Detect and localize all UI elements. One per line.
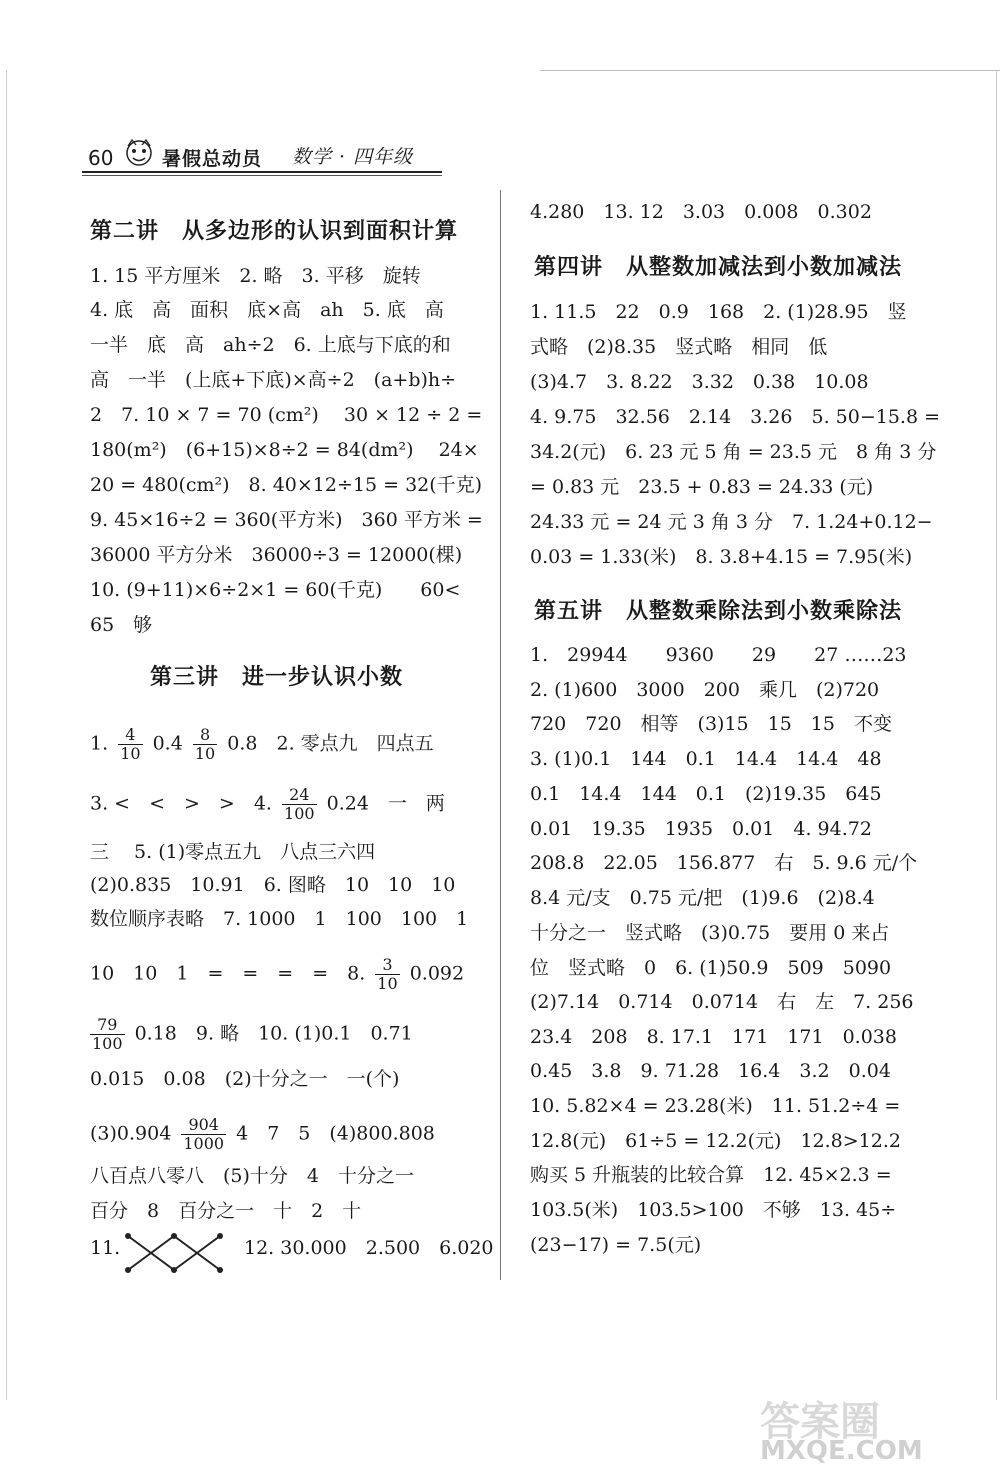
subject-label: 数学 · 四年级: [292, 146, 414, 168]
page-number: 60: [88, 146, 114, 170]
fraction: $\frac{8}{10}$: [194, 725, 216, 763]
answer-line: $\frac{79}{100}$ 0.18 9. 略 10. (1)0.1 0.71: [92, 1015, 413, 1053]
fraction: $\frac{3}{10}$: [377, 955, 398, 993]
matching-lines-diagram: [122, 1230, 228, 1276]
answer-line: 0.015 0.08 (2)十分之一 一(个): [90, 1068, 400, 1090]
answer-line: 百分 8 百分之一 十 2 十: [90, 1200, 362, 1222]
answer-line: 65 够: [90, 614, 153, 636]
column-divider: [500, 190, 501, 1280]
page-edge-left: [6, 70, 7, 1400]
answer-line: 1. 11.5 22 0.9 168 2. (1)28.95 竖: [530, 301, 907, 323]
answer-line: 2. (1)600 3000 200 乘几 (2)720: [530, 679, 880, 701]
answer-line: 1. 29944 9360 29 27 ……23: [530, 644, 907, 666]
answer-line: 0.1 14.4 144 0.1 (2)19.35 645: [530, 783, 882, 805]
book-title: 暑假总动员: [162, 148, 263, 170]
answer-line: 720 720 相等 (3)15 15 15 不变: [530, 713, 892, 735]
section-heading-4: 第四讲 从整数加减法到小数加减法: [534, 255, 903, 280]
answer-line: (23−17) = 7.5(元): [530, 1234, 702, 1256]
answer-line: 位 竖式略 0 6. (1)50.9 509 5090: [530, 957, 892, 979]
answer-line: 180(m²) (6+15)×8÷2 = 84(dm²) 24×: [90, 439, 479, 461]
answer-line: 8.4 元/支 0.75 元/把 (1)9.6 (2)8.4: [530, 887, 875, 909]
answer-line: 3. (1)0.1 144 0.1 14.4 14.4 48: [530, 748, 882, 770]
answer-line: (2)0.835 10.91 6. 图略 10 10 10: [90, 874, 456, 896]
header-rule-thin: [82, 175, 442, 176]
answer-line: (3)4.7 3. 8.22 3.32 0.38 10.08: [530, 371, 869, 393]
section-heading-3: 第三讲 进一步认识小数: [150, 665, 404, 690]
answer-line: (3)0.904 $\frac{904}{1000}$ 4 7 5 (4)800.808: [90, 1115, 435, 1153]
fraction: $\frac{24}{100}$: [284, 785, 315, 823]
watermark-url: MXQE.COM: [760, 1436, 923, 1466]
answer-line: 12. 30.000 2.500 6.020: [244, 1237, 494, 1259]
answer-line: (2)7.14 0.714 0.0714 右 左 7. 256: [530, 991, 914, 1013]
watermark-logo: 答案圈: [760, 1399, 880, 1445]
answer-line: 十分之一 竖式略 (3)0.75 要用 0 来占: [530, 922, 890, 944]
answer-line: 24.33 元 = 24 元 3 角 3 分 7. 1.24+0.12−: [530, 511, 933, 533]
answer-line: 1. $\frac{4}{10}$ 0.4 $\frac{8}{10}$ 0.8 2. 零点九 四点五: [90, 725, 434, 763]
answer-line: 0.01 19.35 1935 0.01 4. 94.72: [530, 818, 872, 840]
answer-line: 0.03 = 1.33(米) 8. 3.8+4.15 = 7.95(米): [530, 546, 913, 568]
answer-line: 2 7. 10 × 7 = 70 (cm²) 30 × 12 ÷ 2 =: [90, 404, 483, 426]
page-header: [82, 138, 442, 172]
answer-line: 34.2(元) 6. 23 元 5 角 = 23.5 元 8 角 3 分: [530, 441, 937, 463]
answer-line: 三 5. (1)零点五九 八点三六四: [90, 841, 376, 863]
answer-line: = 0.83 元 23.5 + 0.83 = 24.33 (元): [530, 476, 874, 498]
section-heading-2: 第二讲 从多边形的认识到面积计算: [90, 219, 459, 244]
mascot-icon: [120, 138, 158, 172]
answer-line: 1. 15 平方厘米 2. 略 3. 平移 旋转: [90, 265, 421, 287]
answer-line: 4. 9.75 32.56 2.14 3.26 5. 50−15.8 =: [530, 406, 941, 428]
answer-line: 20 = 480(cm²) 8. 40×12÷15 = 32(千克): [90, 474, 483, 496]
answer-line: 4.280 13. 12 3.03 0.008 0.302: [530, 201, 872, 223]
answer-line: 36000 平方分米 36000÷3 = 12000(棵): [90, 544, 463, 566]
answer-line: 数位顺序表略 7. 1000 1 100 100 1: [90, 908, 469, 930]
fraction: $\frac{4}{10}$: [120, 725, 141, 763]
section-heading-5: 第五讲 从整数乘除法到小数乘除法: [534, 599, 903, 624]
answer-line: 208.8 22.05 156.877 右 5. 9.6 元/个: [530, 852, 918, 874]
answer-line: 式略 (2)8.35 竖式略 相同 低: [530, 336, 828, 358]
answer-line: 23.4 208 8. 17.1 171 171 0.038: [530, 1026, 897, 1048]
answer-line: 10 10 1 = = = = 8. $\frac{3}{10}$ 0.092: [90, 955, 465, 993]
fraction: $\frac{904}{1000}$: [183, 1115, 225, 1153]
answer-line: 3. < < > > 4. $\frac{24}{100}$ 0.24 一 两: [90, 785, 445, 823]
answer-line: 11.: [90, 1237, 121, 1259]
answer-line: 10. (9+11)×6÷2×1 = 60(千克) 60<: [90, 579, 461, 601]
answer-line: 10. 5.82×4 = 23.28(米) 11. 51.2÷4 =: [530, 1095, 901, 1117]
answer-line: 0.45 3.8 9. 71.28 16.4 3.2 0.04: [530, 1060, 891, 1082]
answer-line: 一半 底 高 ah÷2 6. 上底与下底的和: [90, 334, 451, 356]
answer-line: 高 一半 (上底+下底)×高÷2 (a+b)h÷: [90, 369, 457, 391]
page-edge-right: [996, 70, 997, 1400]
header-rule: [82, 171, 442, 173]
page-edge-top: [540, 70, 1000, 71]
answer-line: 八百点八零八 (5)十分 4 十分之一: [90, 1165, 415, 1187]
fraction: $\frac{79}{100}$: [92, 1015, 123, 1053]
answer-line: 103.5(米) 103.5>100 不够 13. 45÷: [530, 1199, 897, 1221]
answer-line: 4. 底 高 面积 底×高 ah 5. 底 高: [90, 299, 444, 321]
answer-line: 购买 5 升瓶装的比较合算 12. 45×2.3 =: [530, 1164, 892, 1186]
answer-line: 9. 45×16÷2 = 360(平方米) 360 平方米 =: [90, 509, 483, 531]
answer-line: 12.8(元) 61÷5 = 12.2(元) 12.8>12.2: [530, 1130, 901, 1152]
